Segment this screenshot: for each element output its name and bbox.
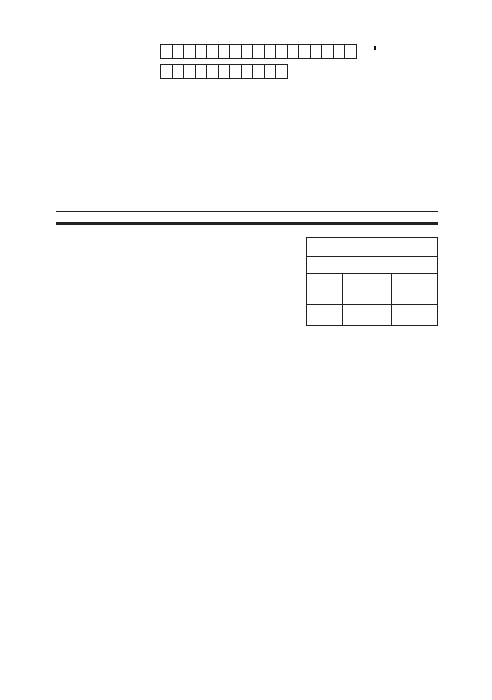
col-markah-penuh [343, 274, 391, 305]
examiner-table [306, 237, 438, 326]
total-value [343, 305, 391, 326]
col-soalan [307, 274, 343, 305]
divider-thin [56, 211, 438, 212]
total-obtained[interactable] [391, 305, 437, 326]
kod-pemeriksa [307, 257, 438, 274]
badge-number [374, 46, 379, 50]
table-caption [307, 238, 438, 257]
kertas-model-badge [372, 46, 379, 50]
total-label [307, 305, 343, 326]
kad-boxes[interactable] [160, 44, 357, 59]
angka-boxes[interactable] [160, 64, 288, 79]
col-markah-diperoleh [391, 274, 437, 305]
divider-thick [56, 222, 438, 225]
